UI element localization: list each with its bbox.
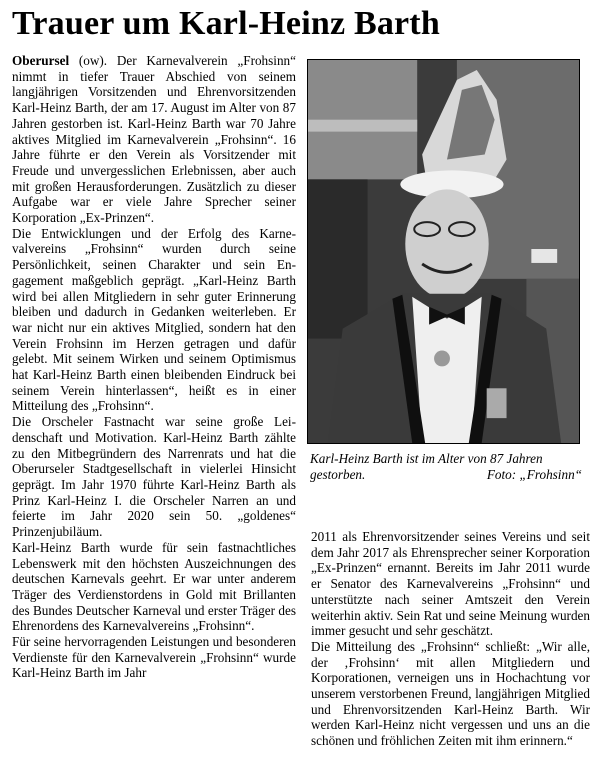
photo-caption — [310, 451, 582, 482]
article-column-left — [12, 53, 296, 681]
article-column-right — [311, 529, 590, 749]
paragraph-4: Karl-Heinz Barth wurde für sein fastnachtliches Lebenswerk mit den höchsten Auszeichnungen des deutschen Karnevals geehrt. Er war unter anderem Träger des Verdienstordens in Gold mit Brillanten des Bundes Deutscher Karneval und erster Träger des Ehrenordens des Karnevalvereins „Frohsinn“. — [12, 539, 296, 634]
headline: Trauer um Karl-Heinz Barth — [12, 5, 440, 42]
photo-credit: Foto: „Frohsinn“ — [486, 466, 582, 482]
paragraph-6: 2011 als Ehrenvorsitzender seines Vereins und seit dem Jahr 2017 als Ehrensprecher seiner Korporation „Ex-Prinzen“ ernannt. Bereits im Jahr 2011 wurde er Senator des Karnevalvereins „Frohsinn“ und unterstützte nach seiner Amtszeit den Verein weiterhin aktiv. Sein Rat und seine Meinung wurden immer gesucht und sehr geschätzt. — [311, 529, 590, 639]
paragraph-5: Für seine hervorragenden Leistungen und besonderen Verdienste für den Karnevalverein „Frohsinn“ wurde Karl-Heinz Barth im Jahr — [12, 634, 296, 681]
paragraph-1 — [12, 53, 296, 226]
portrait-photo-illustration — [308, 60, 579, 443]
paragraph-2: Die Entwicklungen und der Erfolg des Karnevalvereins „Frohsinn“ wurden durch seine Persönlichkeit, seinen Charakter und sein Engagement maßgeblich geprägt. „Karl-Heinz Barth wird bei allen Mitgliedern in sehr guter Erinnerung bleiben und dadurch in Gedanken weiterleben. Er war nicht nur ein aktives Mitglied, sondern hat den Verein Frohsinn im Herzen getragen und dafür gelebt. Mit seinem Wirken und seinem Optimismus hat Karl-Heinz Barth einen bleibenden Eindruck bei seinem Verein hinterlassen“, heißt es in einer Mitteilung des „Frohsinn“. — [12, 225, 296, 414]
paragraph-3: Die Orscheler Fastnacht war seine große Leidenschaft und Motivation. Karl-Heinz Barth zählte zu den Mitbegründern des Narrenrats und hat die Oberurseler Stadtgesellschaft in vielerlei Hinsicht geprägt. Im Jahr 1970 führte Karl-Heinz Barth als Prinz Karl-Heinz I. die Orscheler Narren an und feierte im Jahr 2020 sein 50. „goldenes“ Prinzenjubiläum. — [12, 414, 296, 540]
paragraph-1-text: (ow). Der Karnevalverein „Frohsinn“ nimmt in tiefer Trauer Abschied von seinem langjährigen Vorsitzenden und Ehrenvorsitzenden Karl-Heinz Barth, der am 17. August im Alter von 87 Jahren gestorben ist. Karl-Heinz Barth war 70 Jahre aktives Mitglied im Karnevalverein „Frohsinn“. 16 Jahre führte er den Verein als Vorsitzender mit Freude und unvergesslichen Erlebnissen, aber auch mit großen Herausforderungen. Zusätzlich zu dieser Aufgabe war er viele Jahre Sprecher seiner Korporation „Ex-Prinzen“. — [12, 53, 296, 226]
portrait-photo — [307, 59, 580, 444]
dateline: Oberursel — [12, 53, 70, 68]
paragraph-7: Die Mitteilung des „Frohsinn“ schließt: „Wir alle, der ‚Frohsinn‘ mit allen Mitgliedern und Korporationen, verneigen uns in Hochachtung vor unserem verstorbenen Freund, langjährigen Mitglied und Ehrenvorsitzenden Karl-Heinz Barth. Wir werden Karl-Heinz nicht vergessen und uns an die schönen und fröhlichen Zeiten mit ihm erinnern.“ — [311, 638, 590, 749]
caption-text: Karl-Heinz Barth ist im Alter von 87 Jahren gestorben. — [310, 451, 543, 482]
